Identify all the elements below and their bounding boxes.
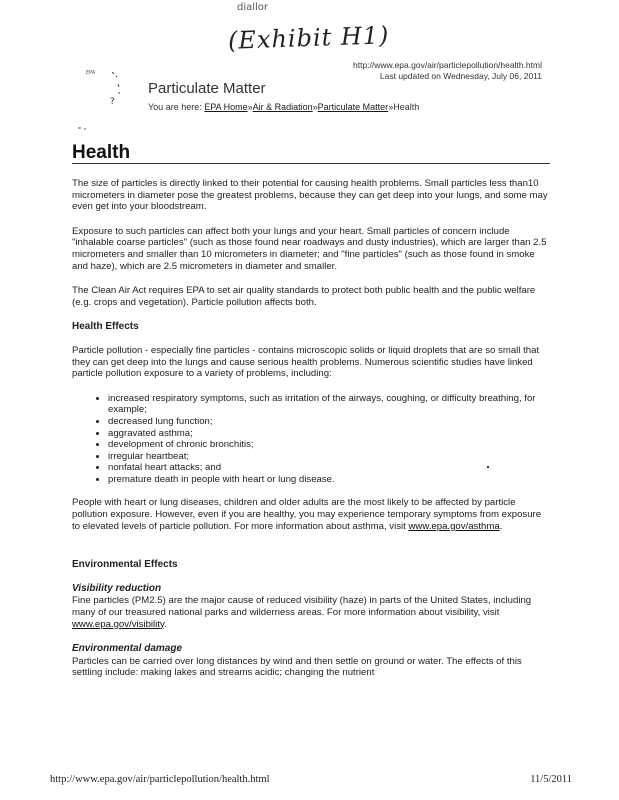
footer-date: 11/5/2011 — [530, 774, 572, 785]
list-item: • nonfatal heart attacks; and — [108, 462, 550, 474]
health-effects-list — [72, 393, 550, 486]
epa-logo — [76, 66, 126, 136]
page-title: Health — [72, 142, 131, 163]
breadcrumb-separator: » — [247, 102, 253, 112]
scan-speck — [487, 466, 489, 468]
visibility-link[interactable]: www.epa.gov/visibility — [72, 618, 165, 630]
exposure-paragraph: Exposure to such particles can affect both your lungs and your heart. Small particles of concern include "inhalable coarse particles" (such as those found near roadways and dusty industries), which are larger than 2.5 micrometers and smaller than 10 micrometers in diameter; and "fine particles" (such as those found in smoke and haze), which are 2.5 micrometers in diameter and smaller. — [72, 225, 547, 272]
visibility-text: Fine particles (PM2.5) are the major cause of reduced visibility (haze) in parts of the United States, including many of our treasured national parks and wilderness areas. For more information about visibility, visit — [72, 595, 532, 619]
breadcrumb-particulate-matter[interactable]: Particulate Matter — [317, 102, 389, 112]
list-item: • premature death in people with heart or lung disease. — [108, 474, 550, 486]
visibility-heading: Visibility reduction — [72, 582, 162, 594]
section-title: Particulate Matter — [148, 80, 266, 97]
visibility-paragraph — [72, 595, 550, 630]
list-item: • development of chronic bronchitis; — [108, 439, 550, 451]
sentence-end: . — [164, 618, 167, 630]
breadcrumb-prefix: You are here: — [148, 102, 202, 112]
environmental-effects-heading: Environmental Effects — [72, 559, 178, 571]
footer-url: http://www.epa.gov/air/particlepollution/health.html — [50, 774, 270, 785]
title-divider — [72, 163, 550, 164]
top-stamp-text: diallor — [237, 2, 269, 13]
breadcrumb-separator: » — [312, 102, 318, 112]
health-effects-intro: Particle pollution - especially fine particles - contains microscopic solids or liquid droplets that are so small that they can get deep into the lungs and cause serious health problems. Numerous scientific studies have linked particle pollution exposure to a variety of problems, including: — [72, 344, 540, 380]
exhibit-label: (Exhibit H1) — [227, 21, 390, 55]
list-item: • aggravated asthma; — [108, 428, 550, 440]
spacer — [72, 545, 550, 559]
sensitive-groups-text: People with heart or lung diseases, children and older adults are the most likely to be affected by particle pollution exposure. However, even if you are healthy, you may experience temporary symptoms from exposure to elevated levels of particle pollution. For more information about asthma, visit — [72, 497, 542, 532]
asthma-link[interactable]: www.epa.gov/asthma — [408, 520, 500, 532]
environmental-damage-heading: Environmental damage — [72, 643, 183, 655]
environmental-damage-paragraph: Particles can be carried over long distances by wind and then settle on ground or water. The effects of this settling include: making lakes and streams acidic; changing the nutrient — [72, 655, 522, 679]
svg-text:?: ? — [110, 97, 115, 107]
list-item: • decreased lung function; — [108, 416, 550, 428]
breadcrumb-air-radiation[interactable]: Air & Radiation — [252, 102, 313, 112]
health-effects-heading: Health Effects — [72, 321, 139, 333]
last-updated: Last updated on Wednesday, July 06, 2011 — [379, 71, 542, 81]
main-content — [72, 178, 550, 692]
breadcrumb-epa-home[interactable]: EPA Home — [204, 102, 248, 112]
clean-air-act-paragraph: The Clean Air Act requires EPA to set air quality standards to protect both public health and the public welfare (e.g. crops and vegetation). Particle pollution affects both. — [72, 285, 536, 308]
sensitive-groups-paragraph — [72, 497, 550, 532]
intro-paragraph: The size of particles is directly linked to their potential for causing health problems. Small particles less than10 micrometers in diameter pose the greatest problems, because they can get deep into your lungs, and some may even get into your bloodstream. — [72, 178, 548, 213]
list-item: • irregular heartbeat; — [108, 451, 550, 463]
list-item: • increased respiratory symptoms, such as irritation of the airways, coughing, or difficulty breathing, for example; — [108, 393, 550, 416]
breadcrumb-current-health: Health — [393, 102, 420, 112]
epa-logo-text: EPA — [86, 70, 96, 76]
breadcrumb — [148, 102, 419, 112]
breadcrumb-separator: » — [388, 102, 394, 112]
page-url: http://www.epa.gov/air/particlepollution/health.html — [353, 60, 542, 70]
sentence-end: . — [499, 520, 503, 532]
epa-logo-fragment-icon — [76, 66, 126, 136]
